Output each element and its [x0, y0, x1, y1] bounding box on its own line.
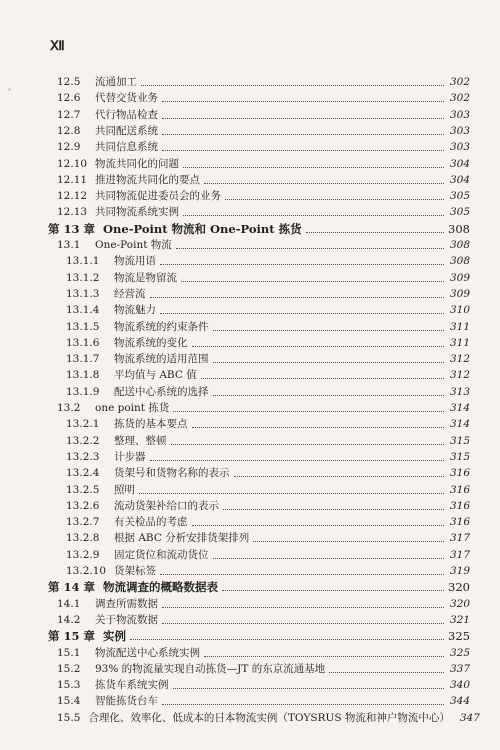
toc-title: 经营流 [114, 287, 146, 300]
dot-leader [162, 614, 444, 624]
toc-entry [66, 254, 470, 268]
toc-page-number: 312 [449, 369, 470, 382]
toc-entry [57, 157, 470, 171]
toc-title: 计步器 [114, 450, 146, 463]
toc-title: 共同配送系统 [95, 124, 158, 137]
toc-title: one point 拣货 [95, 402, 170, 414]
dot-leader [173, 402, 444, 412]
toc-entry [66, 303, 470, 317]
toc-number: 14.2 [57, 613, 81, 626]
dot-leader [306, 223, 444, 233]
toc-entry [57, 91, 470, 105]
scan-speck [8, 88, 11, 91]
toc-entry [66, 417, 470, 431]
toc-page-number: 309 [449, 287, 470, 300]
dot-leader [222, 581, 444, 591]
toc-title: 物流系统的约束条件 [114, 320, 209, 333]
toc-title: One-Point 物流 [95, 239, 172, 251]
dot-leader [150, 288, 445, 298]
dot-leader [176, 239, 444, 249]
toc-entry [66, 368, 470, 382]
toc-title: 合理化、效率化、低成本的日本物流实例（TOYSRUS 物流和神户物流中心） [88, 711, 450, 724]
toc-chapter [48, 222, 470, 236]
toc-entry [57, 124, 470, 138]
toc-title: 共同物流促进委员会的业务 [95, 190, 221, 203]
dot-leader [204, 647, 444, 657]
dot-leader [162, 141, 444, 151]
toc-title: 拣货的基本要点 [114, 418, 188, 431]
toc-number: 15.3 [57, 679, 81, 692]
dot-leader [213, 549, 445, 559]
toc-page-number: 317 [449, 548, 470, 561]
toc-entry [66, 450, 470, 464]
toc-title: 物流调查的概略数据表 [103, 580, 219, 595]
toc-entry [57, 238, 470, 252]
dot-leader [130, 630, 444, 640]
toc-number: 12.12 [57, 190, 88, 203]
toc-page-number: 325 [448, 629, 470, 644]
toc-entry [66, 466, 470, 480]
toc-number: 12.11 [57, 173, 88, 186]
toc-number: 13.2 [57, 402, 81, 414]
toc-title: 代替交货业务 [95, 92, 158, 105]
page-number: Ⅻ [50, 38, 65, 53]
toc-page-number: 308 [449, 239, 470, 251]
toc-title: 93% 的物流量实现自动拣货—JT 的东京流通基地 [95, 662, 326, 675]
toc-title: 流通加工 [95, 76, 137, 88]
toc-entry [57, 108, 470, 122]
toc-number: 13.1.6 [66, 336, 100, 349]
toc-entry [66, 515, 470, 529]
toc-page-number: 311 [449, 336, 470, 349]
toc-number: 13.1.2 [66, 271, 100, 284]
toc-entry [66, 483, 470, 497]
toc-number: 13.1.1 [66, 255, 100, 268]
toc-title: 配送中心系统的选择 [114, 385, 209, 398]
toc-page-number: 303 [449, 141, 470, 154]
toc-page-number: 316 [449, 499, 470, 512]
toc-page-number: 308 [449, 255, 470, 268]
toc-title: 物流系统的适用范围 [114, 353, 209, 366]
toc-entry [66, 434, 470, 448]
toc-title: 照明 [114, 483, 135, 496]
toc-title: 物流魅力 [114, 304, 156, 317]
toc-page-number: 321 [449, 613, 470, 626]
toc-number: 13.1 [57, 239, 81, 251]
toc-title: 物流系统的变化 [114, 336, 188, 349]
toc-number: 12.10 [57, 157, 88, 170]
toc-title: 智能拣货台车 [95, 695, 158, 708]
toc-entry [57, 75, 470, 89]
toc-page-number: 317 [449, 532, 470, 545]
toc-number: 13.1.5 [66, 320, 100, 333]
toc-entry [57, 173, 470, 187]
toc-title: 货架号和货物名称的表示 [114, 467, 230, 480]
toc-page-number: 347 [459, 711, 480, 724]
toc-page-number: 316 [449, 516, 470, 529]
toc-page-number: 303 [449, 108, 470, 121]
dot-leader [213, 353, 445, 363]
toc-number: 12.5 [57, 76, 81, 88]
dot-leader [223, 500, 444, 510]
toc-page-number: 314 [449, 418, 470, 431]
toc-entry [57, 678, 470, 692]
toc-page-number: 305 [449, 190, 470, 203]
dot-leader [213, 321, 445, 331]
dot-leader [150, 451, 445, 461]
toc-entry [57, 694, 470, 708]
toc-page-number: 310 [449, 304, 470, 317]
toc-number: 13.2.5 [66, 483, 100, 496]
toc-number: 13.1.7 [66, 353, 100, 366]
toc-number: 15.4 [57, 695, 81, 708]
toc-page-number: 304 [449, 173, 470, 186]
toc-page-number: 344 [449, 695, 470, 708]
toc-page-number: 302 [449, 76, 470, 88]
toc-title: 根据 ABC 分析安排货架排列 [114, 532, 250, 545]
dot-leader [234, 467, 445, 477]
toc-title: 有关检品的考虑 [114, 516, 188, 529]
toc-number: 13.2.7 [66, 516, 100, 529]
dot-leader [183, 206, 444, 216]
dot-leader [160, 304, 444, 314]
toc-number: 12.9 [57, 141, 81, 154]
dot-leader [181, 272, 444, 282]
toc-page-number: 319 [449, 565, 470, 577]
toc-number: 15.2 [57, 662, 81, 675]
toc-entry [57, 662, 470, 676]
toc-title: 关于物流数据 [95, 613, 158, 626]
dot-leader [204, 174, 444, 184]
dot-leader [173, 679, 445, 689]
toc-chapter [48, 580, 470, 594]
toc-title: 物流是物留流 [114, 271, 177, 284]
toc-number: 12.8 [57, 124, 81, 137]
toc-number: 13.1.3 [66, 287, 100, 300]
toc-number: 13.1.9 [66, 385, 100, 398]
toc-page-number: 313 [449, 385, 470, 398]
toc-number: 15.1 [57, 646, 81, 659]
dot-leader [160, 565, 444, 575]
toc-title: One-Point 物流和 One-Point 拣货 [103, 221, 302, 236]
toc-number: 13.2.1 [66, 418, 100, 431]
dot-leader [201, 369, 444, 379]
toc-title: 共同信息系统 [95, 141, 158, 154]
toc-number: 13.2.6 [66, 499, 100, 512]
toc-entry [57, 401, 470, 415]
toc-number: 12.7 [57, 108, 81, 121]
toc-title: 流动货架补给口的表示 [114, 499, 219, 512]
toc-entry [66, 499, 470, 513]
toc-title: 物流配送中心系统实例 [95, 646, 200, 659]
toc-chapter [48, 629, 470, 643]
dot-leader [171, 435, 445, 445]
toc-entry [66, 320, 470, 334]
dot-leader [253, 532, 444, 542]
toc-entry [57, 205, 470, 219]
dot-leader [162, 125, 444, 135]
toc-number: 12.13 [57, 206, 88, 219]
toc-page-number: 311 [449, 320, 470, 333]
dot-leader [160, 255, 444, 265]
toc-title: 物流用语 [114, 255, 156, 268]
toc-title: 整理、整顿 [114, 434, 167, 447]
dot-leader [183, 158, 444, 168]
toc-entry [57, 646, 470, 660]
toc-entry [66, 531, 470, 545]
toc-page-number: 314 [449, 402, 470, 414]
toc-page-number: 305 [449, 206, 470, 219]
dot-leader [162, 92, 444, 102]
toc-title: 货架标签 [114, 565, 156, 577]
toc-page-number: 320 [448, 580, 470, 595]
dot-leader [192, 418, 445, 428]
toc-page-number: 316 [449, 467, 470, 480]
toc-number: 13.2.2 [66, 434, 100, 447]
toc-number: 13.2.8 [66, 532, 100, 545]
toc-page-number: 312 [449, 353, 470, 366]
dot-leader [225, 190, 444, 200]
toc-number: 13.2.3 [66, 450, 100, 463]
toc-page-number: 340 [449, 679, 470, 692]
toc-entry [66, 385, 470, 399]
toc-title: 代行物品检查 [95, 108, 158, 121]
toc-number: 第 15 章 [48, 629, 96, 644]
toc-title: 拣货车系统实例 [95, 679, 169, 692]
toc-number: 13.1.8 [66, 369, 100, 382]
toc-title: 调查所需数据 [95, 597, 158, 610]
dot-leader [162, 695, 444, 705]
dot-leader [141, 76, 444, 86]
toc-title: 物流共同化的问题 [95, 157, 179, 170]
toc-number: 13.1.4 [66, 304, 100, 317]
toc-page-number: 302 [449, 92, 470, 105]
toc-number: 13.2.4 [66, 467, 100, 480]
toc-entry [66, 336, 470, 350]
dot-leader [139, 484, 444, 494]
toc-page-number: 304 [449, 157, 470, 170]
toc-page-number: 308 [448, 221, 470, 236]
toc-page-number: 320 [449, 597, 470, 610]
toc-entry [66, 564, 470, 578]
toc-title: 推进物流共同化的要点 [95, 173, 200, 186]
toc-title: 固定货位和流动货位 [114, 548, 209, 561]
toc-entry [66, 548, 470, 562]
toc-number: 15.5 [57, 711, 81, 724]
toc-number: 第 13 章 [48, 221, 96, 236]
toc-page-number: 309 [449, 271, 470, 284]
toc-entry [57, 597, 470, 611]
toc-number: 第 14 章 [48, 580, 96, 595]
toc-number: 12.6 [57, 92, 81, 105]
toc-page-number: 337 [449, 662, 470, 675]
toc-entry [57, 189, 470, 203]
toc-entry [57, 140, 470, 154]
toc-page-number: 325 [449, 646, 470, 659]
toc-number: 13.2.9 [66, 548, 100, 561]
toc-entry [66, 271, 470, 285]
toc-entry [66, 287, 470, 301]
dot-leader [329, 663, 444, 673]
toc-number: 14.1 [57, 597, 81, 610]
toc-page-number: 315 [449, 450, 470, 463]
toc-title: 共同物流系统实例 [95, 206, 179, 219]
toc-page-number: 316 [449, 483, 470, 496]
dot-leader [192, 516, 445, 526]
toc-page-number: 303 [449, 124, 470, 137]
toc-entry [57, 613, 470, 627]
toc-number: 13.2.10 [66, 565, 107, 577]
dot-leader [162, 598, 444, 608]
toc-entry [57, 711, 480, 725]
toc-page-number: 315 [449, 434, 470, 447]
dot-leader [162, 109, 444, 119]
toc-title: 平均值与 ABC 值 [114, 369, 197, 382]
toc-entry [66, 352, 470, 366]
dot-leader [192, 337, 445, 347]
dot-leader [213, 386, 445, 396]
toc-title: 实例 [103, 629, 127, 644]
